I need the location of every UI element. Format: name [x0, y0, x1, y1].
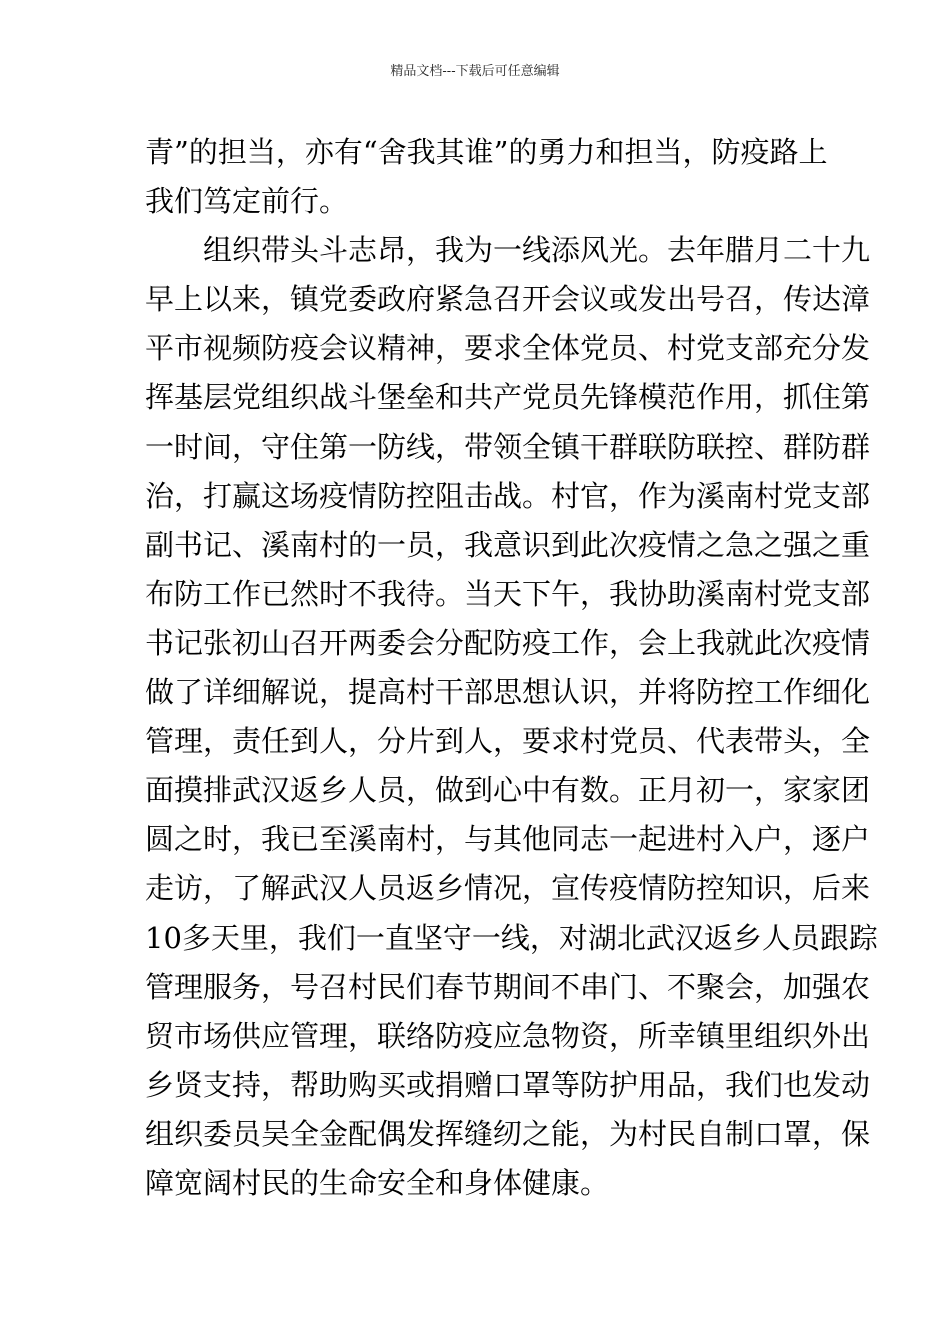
text-line: 10多天里，我们一直坚守一线，对湖北武汉返乡人员跟踪: [145, 920, 878, 955]
text-line: 乡贤支持，帮助购买或捐赠口罩等防护用品，我们也发动: [145, 1067, 871, 1102]
document-body: [145, 128, 878, 1208]
page-header: 精品文档---下载后可任意编辑: [390, 64, 560, 79]
text-line: 布防工作已然时不我待。当天下午，我协助溪南村党支部: [145, 576, 871, 611]
text-line: 管理，责任到人，分片到人，要求村党员、代表带头，全: [145, 724, 871, 759]
text-line: 一时间，守住第一防线，带领全镇干群联防联控、群防群: [145, 429, 871, 464]
text-line: 早上以来，镇党委政府紧急召开会议或发出号召，传达漳: [145, 282, 871, 317]
text-line: 治，打赢这场疫情防控阻击战。村官，作为溪南村党支部: [145, 478, 871, 513]
text-line: 挥基层党组织战斗堡垒和共产党员先锋模范作用，抓住第: [145, 380, 871, 415]
paragraph-2: [145, 226, 878, 1208]
paragraph-1: [145, 128, 828, 226]
text-line: 贸市场供应管理，联络防疫应急物资，所幸镇里组织外出: [145, 1018, 871, 1053]
text-line: 青”的担当，亦有“舍我其谁”的勇力和担当，防疫路上: [145, 135, 828, 169]
text-line: 走访，了解武汉人员返乡情况，宣传疫情防控知识，后来: [145, 871, 871, 906]
text-line: 管理服务，号召村民们春节期间不串门、不聚会，加强农: [145, 969, 871, 1004]
text-line: 圆之时，我已至溪南村，与其他同志一起进村入户，逐户: [145, 822, 871, 857]
text-line: 我们笃定前行。: [145, 184, 349, 219]
text-line: 面摸排武汉返乡人员，做到心中有数。正月初一，家家团: [145, 773, 871, 808]
text-line: 组织委员吴全金配偶发挥缝纫之能，为村民自制口罩，保: [145, 1116, 871, 1151]
text-line: 做了详细解说，提高村干部思想认识，并将防控工作细化: [145, 675, 871, 710]
text-line: 障宽阔村民的生命安全和身体健康。: [145, 1165, 610, 1200]
text-line: 书记张初山召开两委会分配防疫工作，会上我就此次疫情: [145, 625, 871, 660]
text-line: 组织带头斗志昂，我为一线添风光。去年腊月二十九: [203, 233, 871, 268]
text-line: 平市视频防疫会议精神，要求全体党员、村党支部充分发: [145, 331, 871, 366]
text-line: 副书记、溪南村的一员，我意识到此次疫情之急之强之重: [145, 527, 871, 562]
